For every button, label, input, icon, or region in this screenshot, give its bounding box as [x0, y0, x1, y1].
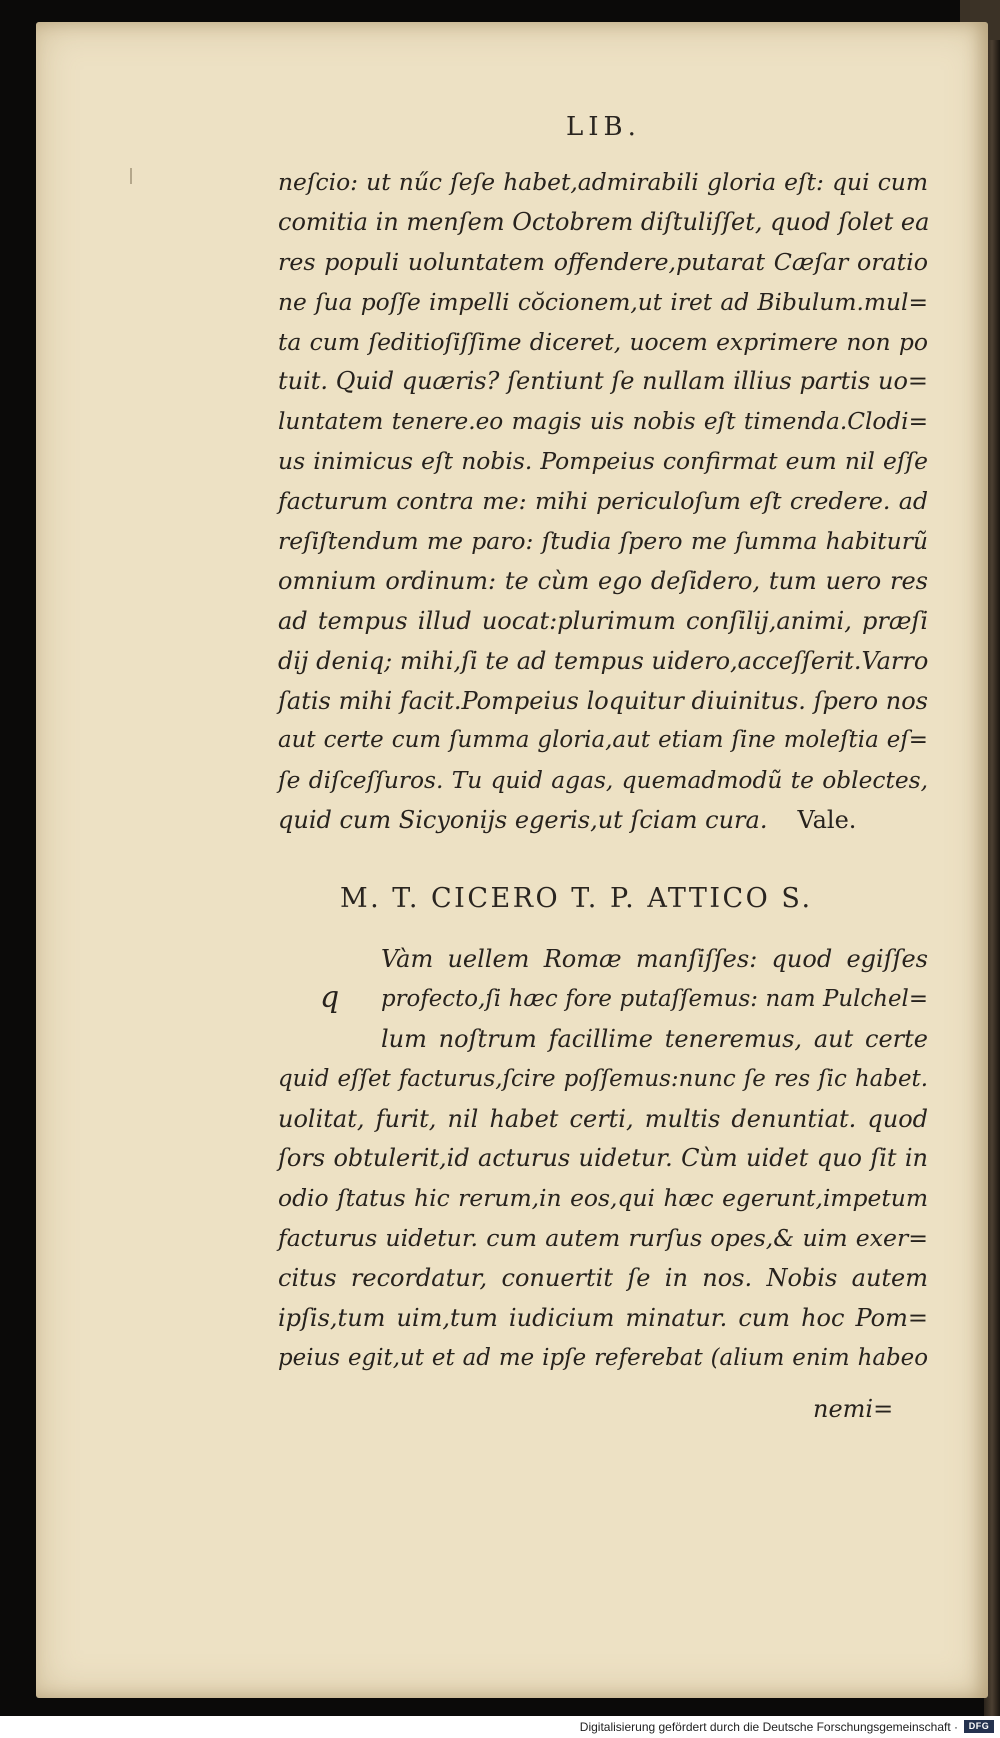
running-head: LIB.	[566, 112, 641, 142]
text-line: neſcio: ut nűc ſeſe habet,admirabili gloria eſt: qui cum	[278, 168, 928, 196]
text-line-indented: Vàm uellem Romæ manſiſſes: quod egiſſes	[381, 945, 928, 973]
text-line: quid eſſet facturus,ſcire poſſemus:nunc ſe res ſic habet.	[278, 1065, 928, 1092]
text-line: omnium ordinum: te cùm ego deſidero, tum uero res	[278, 566, 928, 595]
text-line: reſiſtendum me paro: ſtudia ſpero me ſumma habiturũ	[278, 527, 928, 556]
text-line: res populi uoluntatem offendere,putarat Cæſar oratio	[278, 247, 928, 276]
letter-text-block-1	[278, 163, 928, 841]
page-blemish-mark	[130, 168, 132, 184]
guide-letter: q	[320, 980, 340, 1015]
letter-heading: M. T. CICERO T. P. ATTICO S.	[340, 883, 813, 914]
text-line: ne ſua poſſe impelli cŏcionem,ut iret ad Bibulum.mul=	[278, 288, 928, 316]
text-line-final-body: quid cum Sicyonijs egeris,ut ſciam cura.	[278, 806, 768, 835]
dfg-logo: DFG	[964, 1720, 994, 1733]
text-line-final	[278, 801, 928, 841]
text-line: us inimicus eſt nobis. Pompeius confirmat eum nil eſſe	[278, 447, 928, 476]
text-line: peius egit,ut et ad me ipſe referebat (alium enim habeo	[278, 1344, 928, 1371]
text-line: ad tempus illud uocat:plurimum conſilij,animi, præſi	[278, 606, 928, 635]
text-line: luntatem tenere.eo magis uis nobis eſt timenda.Clodi=	[278, 408, 928, 436]
text-line: facturum contra me: mihi periculoſum eſt credere. ad	[278, 487, 928, 516]
catchword: nemi=	[813, 1395, 894, 1423]
text-line: dij deniq; mihi,ſi te ad tempus uidero,acceſſerit.Varro	[278, 646, 929, 675]
text-line: uolitat, furit, nil habet certi, multis denuntiat. quod	[278, 1104, 928, 1133]
text-line: comitia in menſem Octobrem diſtuliſſet, quod ſolet ea	[278, 207, 930, 236]
text-line: facturus uidetur. cum autem rurſus opes,& uim exer=	[278, 1224, 928, 1253]
text-line: citus recordatur, conuertit ſe in nos. Nobis autem	[278, 1264, 928, 1293]
text-line: ſe diſceſſuros. Tu quid agas, quemadmodũ te oblectes,	[278, 767, 928, 795]
text-line: ipſis,tum uim,tum iudicium minatur. cum hoc Pom=	[278, 1304, 928, 1333]
funding-credit: Digitalisierung gefördert durch die Deutsche Forschungsgemeinschaft ·	[579, 1720, 958, 1734]
text-line: ſatis mihi facit.Pompeius loquitur diuinitus. ſpero nos	[278, 686, 928, 715]
letter-text-block-2	[278, 940, 928, 1379]
text-line-indented: lum noſtrum facillime teneremus, aut certe	[381, 1024, 928, 1053]
text-line: aut certe cum ſumma gloria,aut etiam ſine moleſtia eſ=	[278, 727, 928, 754]
text-line: tuit. Quid quæris? ſentiunt ſe nullam illius partis uo=	[278, 367, 928, 396]
text-line: ſors obtulerit,id acturus uidetur. Cùm uidet quo ſit in	[278, 1144, 928, 1173]
text-line-indented: profecto,ſi hæc fore putaſſemus: nam Pulchel=	[381, 985, 928, 1012]
text-line: ta cum ſeditioſiſſime diceret, uocem exprimere non po	[278, 327, 928, 356]
text-line: odio ſtatus hic rerum,in eos,qui hæc egerunt,impetum	[278, 1184, 928, 1213]
valediction: Vale.	[797, 806, 857, 835]
